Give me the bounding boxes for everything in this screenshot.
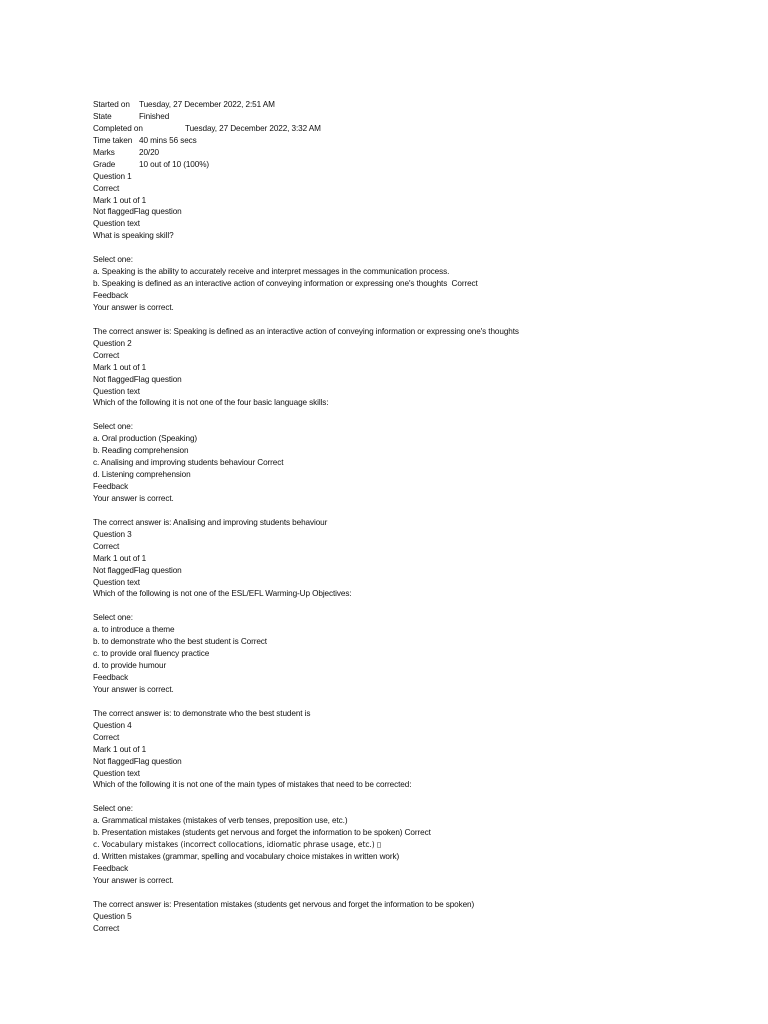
spacer xyxy=(93,696,753,708)
question-status: Correct xyxy=(93,923,120,933)
marks-value: 20/20 xyxy=(139,147,159,157)
flag-question-link[interactable]: Not flaggedFlag question xyxy=(93,374,182,384)
time-value: 40 mins 56 secs xyxy=(139,135,197,145)
started-value: Tuesday, 27 December 2022, 2:51 AM xyxy=(139,100,275,109)
answer-option[interactable]: a. to introduce a theme xyxy=(93,625,175,635)
time-label: Time taken xyxy=(93,135,133,145)
feedback-label: Feedback xyxy=(93,482,129,491)
question-text-label: Question text xyxy=(93,219,140,229)
question-block xyxy=(93,171,753,338)
flag-question-link[interactable]: Not flaggedFlag question xyxy=(93,207,182,217)
answer-option[interactable]: b. Speaking is defined as an interactive action of conveying information or expressing one's thoughts Correct xyxy=(93,279,478,289)
question-mark: Mark 1 out of 1 xyxy=(93,744,147,754)
feedback-label: Feedback xyxy=(93,291,129,300)
spacer xyxy=(93,791,753,803)
answer-option-text: c. Vocabulary mistakes (incorrect collocations, idiomatic phrase usage, etc.) xyxy=(93,840,377,850)
correct-answer-text: The correct answer is: Analising and improving students behaviour xyxy=(93,517,328,527)
spacer xyxy=(93,600,753,612)
flag-question-link[interactable]: Not flaggedFlag question xyxy=(93,756,182,766)
question-number: Question 2 xyxy=(93,338,132,348)
state-value: Finished xyxy=(139,111,170,121)
state-row xyxy=(93,111,753,123)
completed-row xyxy=(93,123,753,135)
completed-label: Completed on xyxy=(93,123,143,133)
question-number: Question 4 xyxy=(93,720,132,730)
question-prompt: Which of the following it is not one of the four basic language skills: xyxy=(93,398,329,408)
grade-label: Grade xyxy=(93,159,116,169)
time-row xyxy=(93,135,753,147)
question-text-label: Question text xyxy=(93,386,140,396)
spacer xyxy=(93,887,753,899)
grade-row xyxy=(93,159,753,171)
question-number: Question 5 xyxy=(93,911,132,921)
question-mark: Mark 1 out of 1 xyxy=(93,553,147,563)
feedback-text: Your answer is correct. xyxy=(93,493,174,503)
question-block xyxy=(93,529,753,720)
completed-value: Tuesday, 27 December 2022, 3:32 AM xyxy=(185,123,321,133)
spacer xyxy=(93,314,753,326)
question-prompt: Which of the following it is not one of the main types of mistakes that need to be corrected: xyxy=(93,780,412,790)
question-status: Correct xyxy=(93,541,120,551)
spacer xyxy=(93,505,753,517)
marks-row xyxy=(93,147,753,159)
missing-glyph-icon: ▯ xyxy=(376,840,382,850)
answer-option[interactable]: d. to provide humour xyxy=(93,661,167,671)
question-block xyxy=(93,911,753,935)
select-one-label: Select one: xyxy=(93,804,133,814)
started-row xyxy=(93,99,753,111)
answer-option[interactable]: b. Reading comprehension xyxy=(93,446,189,456)
question-number: Question 3 xyxy=(93,529,132,539)
feedback-label: Feedback xyxy=(93,673,129,682)
feedback-text: Your answer is correct. xyxy=(93,875,174,885)
answer-option[interactable]: b. to demonstrate who the best student is Correct xyxy=(93,637,267,647)
question-mark: Mark 1 out of 1 xyxy=(93,195,147,205)
select-one-label: Select one: xyxy=(93,422,133,432)
correct-answer-text: The correct answer is: Speaking is defined as an interactive action of conveying information or expressing one's thoughts xyxy=(93,326,519,336)
answer-option[interactable] xyxy=(93,839,753,851)
answer-option[interactable]: a. Speaking is the ability to accurately receive and interpret messages in the communication process. xyxy=(93,267,450,277)
answer-option[interactable]: c. Analising and improving students behaviour Correct xyxy=(93,458,284,468)
question-status: Correct xyxy=(93,732,120,742)
state-label: State xyxy=(93,111,112,121)
question-text-label: Question text xyxy=(93,577,140,587)
correct-answer-text: The correct answer is: Presentation mistakes (students get nervous and forget the information to be spoken) xyxy=(93,899,475,909)
answer-option[interactable]: b. Presentation mistakes (students get nervous and forget the information to be spoken) Correct xyxy=(93,828,431,838)
started-label: Started on xyxy=(93,100,130,109)
question-block xyxy=(93,338,753,529)
answer-option[interactable]: c. to provide oral fluency practice xyxy=(93,649,210,659)
flag-question-link[interactable]: Not flaggedFlag question xyxy=(93,565,182,575)
select-one-label: Select one: xyxy=(93,255,133,265)
grade-value: 10 out of 10 (100%) xyxy=(139,159,210,169)
answer-option[interactable]: a. Oral production (Speaking) xyxy=(93,434,198,444)
question-prompt: What is speaking skill? xyxy=(93,231,174,241)
question-number: Question 1 xyxy=(93,171,132,181)
answer-option[interactable]: a. Grammatical mistakes (mistakes of verb tenses, preposition use, etc.) xyxy=(93,816,348,826)
question-mark: Mark 1 out of 1 xyxy=(93,362,147,372)
question-status: Correct xyxy=(93,183,120,193)
question-prompt: Which of the following is not one of the ESL/EFL Warming-Up Objectives: xyxy=(93,589,352,599)
feedback-label: Feedback xyxy=(93,864,129,873)
question-status: Correct xyxy=(93,350,120,360)
answer-option[interactable]: d. Listening comprehension xyxy=(93,470,191,480)
marks-label: Marks xyxy=(93,147,115,157)
select-one-label: Select one: xyxy=(93,613,133,623)
quiz-review xyxy=(93,99,753,935)
question-block xyxy=(93,720,753,911)
answer-option[interactable]: d. Written mistakes (grammar, spelling and vocabulary choice mistakes in written work) xyxy=(93,852,400,862)
question-text-label: Question text xyxy=(93,768,140,778)
feedback-text: Your answer is correct. xyxy=(93,302,174,312)
spacer xyxy=(93,242,753,254)
spacer xyxy=(93,409,753,421)
feedback-text: Your answer is correct. xyxy=(93,684,174,694)
correct-answer-text: The correct answer is: to demonstrate who the best student is xyxy=(93,708,311,718)
